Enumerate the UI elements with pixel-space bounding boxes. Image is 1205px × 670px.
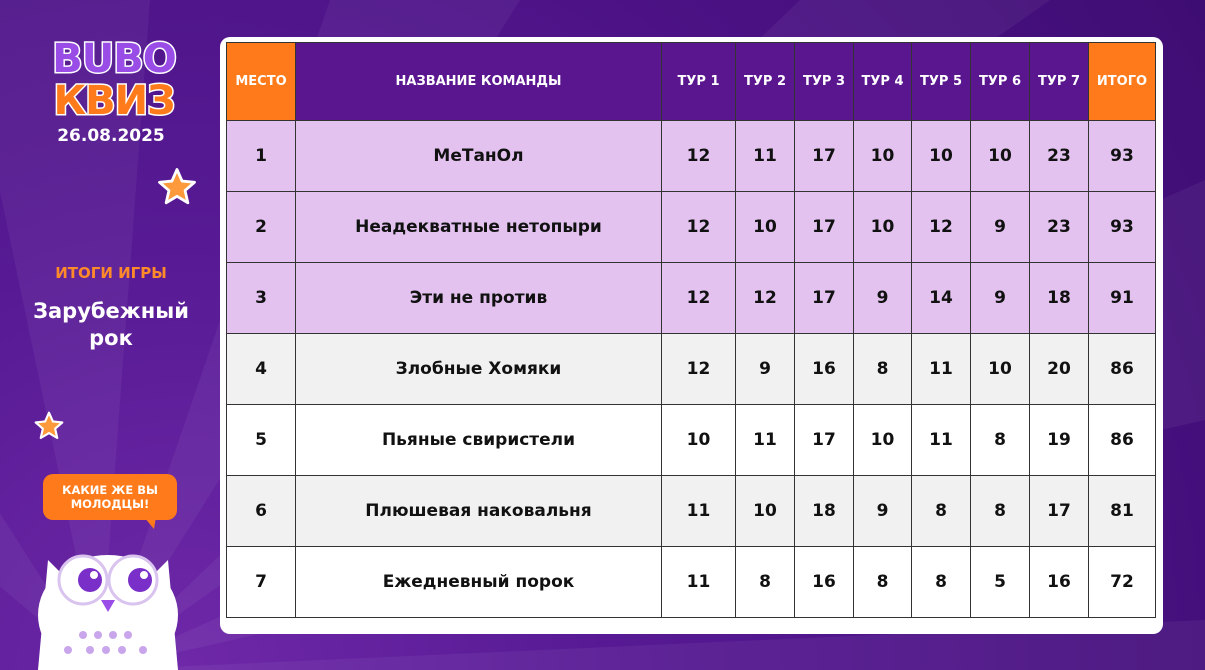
round-7-score-cell: 23 (1030, 121, 1089, 192)
round-5-score-cell: 11 (912, 405, 971, 476)
header-round-1: ТУР 1 (662, 43, 736, 121)
round-6-score-cell: 10 (971, 334, 1030, 405)
header-round-4: ТУР 4 (854, 43, 912, 121)
results-table (226, 42, 1156, 618)
round-4-score-cell: 8 (854, 547, 912, 618)
table-row (227, 263, 1156, 334)
brand-logo-line1: BUBO (52, 36, 176, 82)
header-row (227, 43, 1156, 121)
header-round-6: ТУР 6 (971, 43, 1030, 121)
round-4-score-cell: 10 (854, 192, 912, 263)
round-3-score-cell: 17 (795, 263, 854, 334)
round-3-score-cell: 17 (795, 121, 854, 192)
speech-bubble-text: КАКИЕ ЖЕ ВЫ МОЛОДЦЫ! (62, 483, 158, 511)
round-7-score-cell: 20 (1030, 334, 1089, 405)
team-name-cell: Плюшевая наковальня (296, 476, 662, 547)
place-cell: 6 (227, 476, 296, 547)
place-cell: 7 (227, 547, 296, 618)
header-total: ИТОГО (1089, 43, 1156, 121)
round-5-score-cell: 8 (912, 547, 971, 618)
total-score-cell: 86 (1089, 405, 1156, 476)
round-1-score-cell: 11 (662, 476, 736, 547)
round-7-score-cell: 19 (1030, 405, 1089, 476)
round-2-score-cell: 10 (736, 476, 795, 547)
total-score-cell: 86 (1089, 334, 1156, 405)
header-round-7: ТУР 7 (1030, 43, 1089, 121)
round-4-score-cell: 10 (854, 121, 912, 192)
header-team: НАЗВАНИЕ КОМАНДЫ (296, 43, 662, 121)
game-date: 26.08.2025 (57, 126, 165, 146)
round-3-score-cell: 18 (795, 476, 854, 547)
round-2-score-cell: 11 (736, 405, 795, 476)
team-name-cell: Пьяные свиристели (296, 405, 662, 476)
round-1-score-cell: 12 (662, 121, 736, 192)
round-1-score-cell: 12 (662, 263, 736, 334)
round-4-score-cell: 10 (854, 405, 912, 476)
team-name-cell: МеТанОл (296, 121, 662, 192)
round-5-score-cell: 12 (912, 192, 971, 263)
table-row (227, 192, 1156, 263)
table-row (227, 121, 1156, 192)
round-4-score-cell: 9 (854, 263, 912, 334)
round-1-score-cell: 10 (662, 405, 736, 476)
team-name-cell: Эти не против (296, 263, 662, 334)
brand-logo-line2: КВИЗ (53, 78, 175, 124)
round-6-score-cell: 9 (971, 263, 1030, 334)
round-7-score-cell: 17 (1030, 476, 1089, 547)
results-title: ИТОГИ ИГРЫ (55, 264, 167, 282)
round-3-score-cell: 17 (795, 192, 854, 263)
round-1-score-cell: 12 (662, 334, 736, 405)
round-1-score-cell: 12 (662, 192, 736, 263)
game-theme: Зарубежный рок (33, 299, 189, 350)
round-7-score-cell: 23 (1030, 192, 1089, 263)
speech-bubble (43, 474, 177, 520)
total-score-cell: 91 (1089, 263, 1156, 334)
star-icon (33, 410, 65, 442)
round-6-score-cell: 10 (971, 121, 1030, 192)
round-3-score-cell: 16 (795, 547, 854, 618)
round-6-score-cell: 8 (971, 476, 1030, 547)
round-5-score-cell: 8 (912, 476, 971, 547)
round-5-score-cell: 11 (912, 334, 971, 405)
team-name-cell: Ежедневный порок (296, 547, 662, 618)
total-score-cell: 93 (1089, 192, 1156, 263)
round-2-score-cell: 11 (736, 121, 795, 192)
round-2-score-cell: 12 (736, 263, 795, 334)
round-7-score-cell: 16 (1030, 547, 1089, 618)
star-icon (156, 166, 198, 208)
speech-bubble-tail (144, 517, 156, 529)
round-2-score-cell: 10 (736, 192, 795, 263)
total-score-cell: 72 (1089, 547, 1156, 618)
round-3-score-cell: 16 (795, 334, 854, 405)
place-cell: 5 (227, 405, 296, 476)
total-score-cell: 81 (1089, 476, 1156, 547)
round-5-score-cell: 14 (912, 263, 971, 334)
table-row (227, 405, 1156, 476)
round-2-score-cell: 9 (736, 334, 795, 405)
round-4-score-cell: 8 (854, 334, 912, 405)
round-6-score-cell: 5 (971, 547, 1030, 618)
table-row (227, 547, 1156, 618)
total-score-cell: 93 (1089, 121, 1156, 192)
place-cell: 4 (227, 334, 296, 405)
place-cell: 1 (227, 121, 296, 192)
header-round-2: ТУР 2 (736, 43, 795, 121)
table-row (227, 476, 1156, 547)
header-round-3: ТУР 3 (795, 43, 854, 121)
round-2-score-cell: 8 (736, 547, 795, 618)
table-row (227, 334, 1156, 405)
round-3-score-cell: 17 (795, 405, 854, 476)
place-cell: 3 (227, 263, 296, 334)
round-6-score-cell: 8 (971, 405, 1030, 476)
team-name-cell: Неадекватные нетопыри (296, 192, 662, 263)
owl-mascot-icon (28, 540, 188, 670)
header-place: МЕСТО (227, 43, 296, 121)
round-1-score-cell: 11 (662, 547, 736, 618)
header-round-5: ТУР 5 (912, 43, 971, 121)
team-name-cell: Злобные Хомяки (296, 334, 662, 405)
round-4-score-cell: 9 (854, 476, 912, 547)
round-6-score-cell: 9 (971, 192, 1030, 263)
place-cell: 2 (227, 192, 296, 263)
brand-logo (44, 38, 184, 122)
round-7-score-cell: 18 (1030, 263, 1089, 334)
round-5-score-cell: 10 (912, 121, 971, 192)
